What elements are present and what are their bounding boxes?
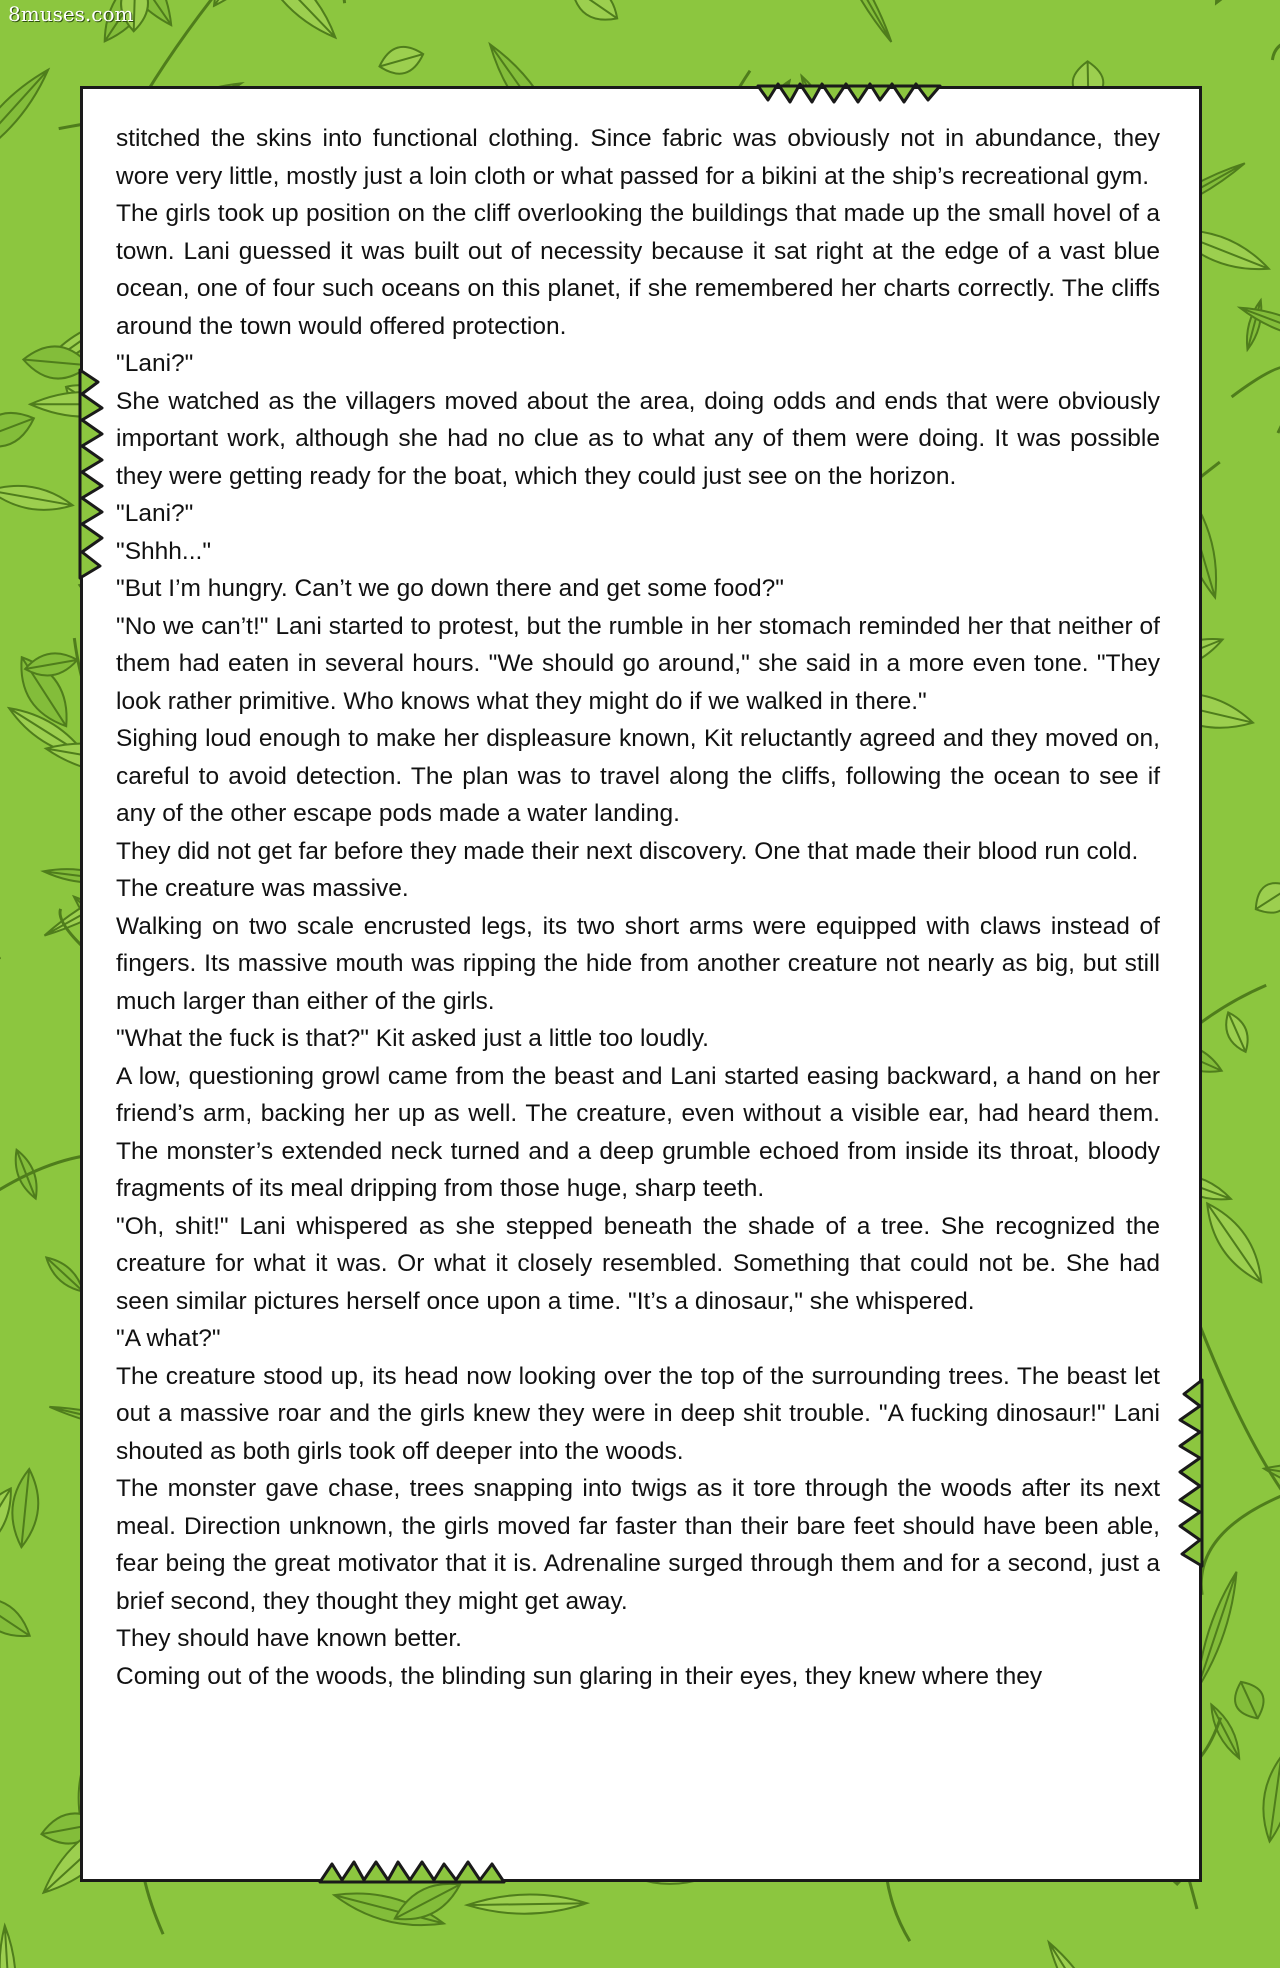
leaf-shape [1248, 875, 1280, 922]
paragraph: "No we can’t!" Lani started to protest, but the rumble in her stomach reminded her that neither of them had eaten in several hours. "We should go around," she said in a more even tone. "They look rather primitive. Who knows what they might do if we walked in there." [116, 612, 1160, 715]
paragraph: A low, questioning growl came from the beast and Lani started easing backward, a hand on her friend’s arm, backing her up as well. The creature, even without a visible ear, had heard them. The monster’s extended neck turned and a deep grumble echoed from inside its throat, bloody fragments of its meal dripping from those huge, sharp teeth. [116, 1062, 1160, 1202]
paragraph: "Lani?" [116, 350, 194, 377]
paragraph: The girls took up position on the cliff overlooking the buildings that made up the small hovel of a town. Lani guessed it was built out of necessity because it sat right at the edge of a vast blue ocean, one of four such oceans on this planet, if she remembered her charts correctly. The cliffs around the town would offered protection. [116, 200, 1160, 340]
leaf-shape [0, 63, 56, 173]
paragraph: She watched as the villagers moved about the area, doing odds and ends that were obviously important work, although she had no clue as to what any of them were doing. It was possible they were getting ready for the boat, which they could just see on the horizon. [116, 387, 1160, 490]
paragraph: "Oh, shit!" Lani whispered as she stepped beneath the shade of a tree. She recognized the creature for what it was. Or what it closely resembled. Something that could not be. She had seen similar pictures herself once upon a time. "It’s a dinosaur," she whispered. [116, 1212, 1160, 1315]
paragraph: "What the fuck is that?" Kit asked just a little too loudly. [116, 1025, 709, 1052]
vine-stroke [1201, 1476, 1280, 1595]
leaf-shape [564, 0, 625, 30]
site-watermark: 8muses.com [8, 2, 134, 26]
paragraph: "Shhh..." [116, 537, 212, 565]
story-text [116, 120, 1160, 1695]
vine-stroke [1272, 39, 1280, 77]
paragraph: They did not get far before they made their next discovery. One that made their blood run cold. [116, 837, 1139, 865]
leaf-shape [1220, 1009, 1254, 1056]
paragraph: Sighing loud enough to make her displeasure known, Kit reluctantly agreed and they moved on, careful to avoid detection. The plan was to travel along the cliffs, following the ocean to see if any of the other escape pods made a water landing. [116, 725, 1160, 827]
leaf-shape [376, 41, 427, 79]
vine-stroke [1232, 366, 1280, 433]
paragraph: "Lani?" [116, 500, 194, 527]
leaf-shape [1243, 299, 1266, 351]
leaf-shape [0, 480, 75, 516]
paragraph: "But I’m hungry. Can’t we go down there and get some food?" [116, 575, 784, 602]
leaf-shape [1258, 1755, 1280, 1843]
leaf-shape [0, 900, 4, 963]
leaf-shape [1209, 0, 1256, 8]
paragraph: stitched the skins into functional clothing. Since fabric was obviously not in abundance, they wore very little, mostly just a loin cloth or what passed for a bikini at the ship’s recreational gym. [116, 125, 1160, 190]
paragraph: Coming out of the woods, the blinding sun glaring in their eyes, they knew where they [116, 1662, 1043, 1690]
paragraph: The creature stood up, its head now looking over the top of the surrounding trees. The beast let out a massive roar and the girls knew they were in deep shit trouble. "A fucking dinosaur!" Lani shouted as both girls took off deeper into the woods. [116, 1362, 1160, 1465]
vine-stroke [176, 0, 345, 3]
leaf-shape [0, 404, 39, 456]
leaf-shape [1041, 1938, 1116, 1968]
leaf-shape [467, 1894, 587, 1915]
paragraph: They should have known better. [116, 1625, 462, 1652]
paragraph: "A what?" [116, 1325, 221, 1352]
paragraph: Walking on two scale encrusted legs, its two short arms were equipped with claws instead of fingers. Its massive mouth was ripping the hide from another creature not nearly as big, but still much larger than either of the girls. [116, 912, 1160, 1015]
leaf-shape [0, 1587, 37, 1647]
paragraph: The creature was massive. [116, 875, 409, 902]
leaf-shape [1196, 1196, 1272, 1290]
paragraph: The monster gave chase, trees snapping into twigs as it tore through the woods after its next meal. Direction unknown, the girls moved far faster than their bare feet should have been able, fear being the great motivator that it is. Adrenaline surged through them and for a second, just a brief second, they thought they might get away. [116, 1475, 1160, 1615]
leaf-shape [827, 0, 896, 45]
leaf-shape [0, 1925, 18, 1968]
leaf-shape [1228, 1676, 1271, 1724]
leaf-shape [247, 0, 345, 46]
leaf-shape [9, 1468, 42, 1549]
leaf-shape [201, 0, 294, 15]
